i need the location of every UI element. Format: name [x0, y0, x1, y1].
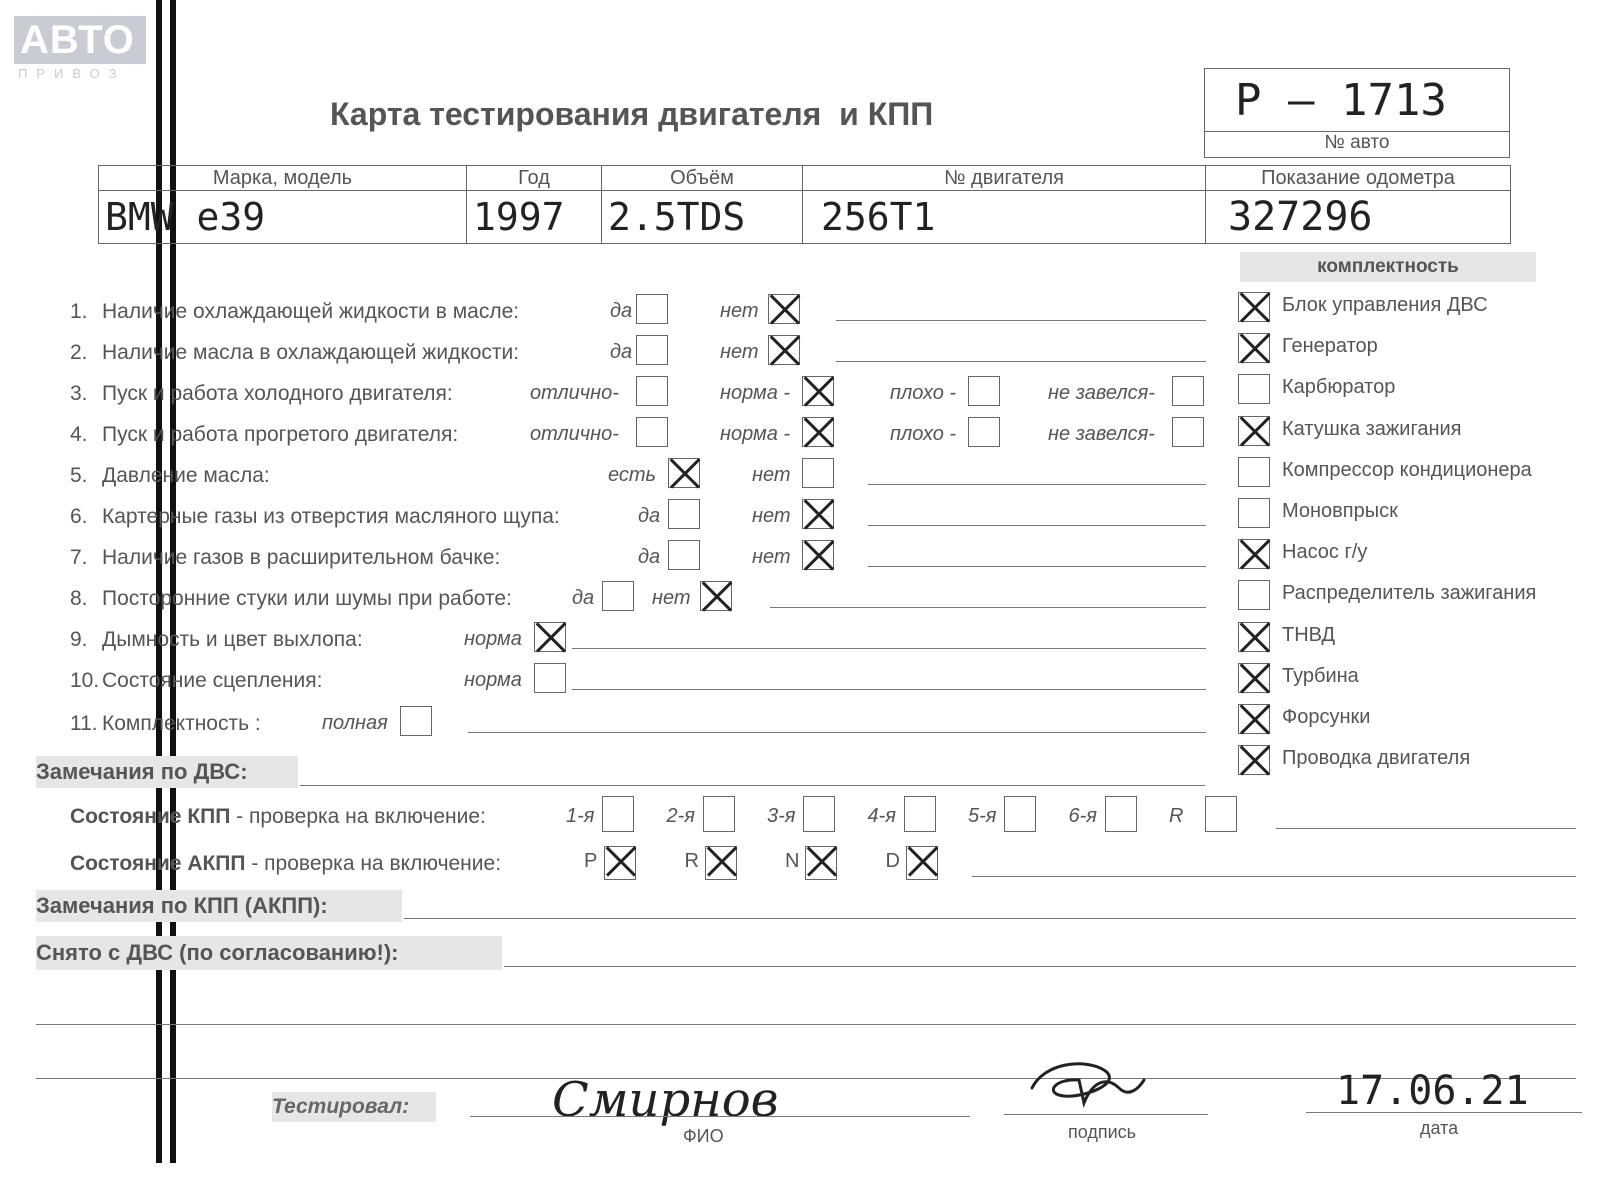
- volume-value: 2.5TDS: [608, 195, 746, 239]
- kit-checkbox[interactable]: [1238, 416, 1270, 446]
- option-checkbox[interactable]: [1172, 376, 1204, 406]
- gear-label: 6-я: [1068, 805, 1097, 827]
- option-label: норма -: [720, 423, 791, 445]
- name-line: [470, 1116, 970, 1117]
- option-label: не завелся-: [1048, 382, 1155, 404]
- option-checkbox[interactable]: [636, 376, 668, 406]
- kit-item-label: ТНВД: [1282, 623, 1336, 646]
- item-label: Наличие охлаждающей жидкости в масле:: [102, 300, 520, 323]
- col-header: [467, 166, 602, 191]
- option-checkbox[interactable]: [968, 376, 1000, 406]
- option-checkbox[interactable]: [400, 706, 432, 736]
- kit-checkbox[interactable]: [1238, 663, 1270, 693]
- answer-line: [868, 525, 1206, 526]
- car-number-label: № авто: [1205, 131, 1509, 154]
- kit-item-label: Катушка зажигания: [1282, 417, 1462, 440]
- kit-checkbox[interactable]: [1238, 745, 1270, 775]
- kit-checkbox[interactable]: [1238, 539, 1270, 569]
- option-checkbox[interactable]: [636, 417, 668, 447]
- akpp-line: [972, 876, 1576, 877]
- col-header: [1206, 166, 1511, 191]
- akpp-label-rest: - проверка на включение:: [245, 852, 502, 875]
- answer-line: [836, 361, 1206, 362]
- gear-label: N: [785, 850, 800, 872]
- kit-checkbox[interactable]: [1238, 374, 1270, 404]
- gear-label: 5-я: [968, 805, 997, 827]
- table-cell: [99, 191, 467, 244]
- gear-checkbox[interactable]: [1004, 796, 1036, 832]
- logo-main: АВТО: [14, 16, 146, 64]
- item-label: Пуск и работа прогретого двигателя:: [102, 423, 459, 446]
- kpp-label: [70, 805, 486, 829]
- option-label: нет: [720, 341, 759, 363]
- option-checkbox[interactable]: [1172, 417, 1204, 447]
- kit-item-label: Форсунки: [1282, 706, 1371, 728]
- option-checkbox[interactable]: [668, 499, 700, 529]
- item-label: Картерные газы из отверстия масляного щупа:: [102, 505, 560, 528]
- option-checkbox[interactable]: [534, 663, 566, 693]
- item-number: 3.: [70, 382, 88, 405]
- answer-line: [868, 484, 1206, 485]
- col-year-header: Год: [518, 166, 550, 189]
- remarks-kpp-label: [36, 890, 402, 922]
- option-label: полная: [322, 712, 388, 734]
- remarks-kpp-line: [404, 918, 1576, 919]
- blank-line: [36, 1024, 1576, 1025]
- item-label: Посторонние стуки или шумы при работе:: [102, 587, 512, 610]
- tester-name: [552, 1072, 779, 1128]
- answer-line: [836, 320, 1206, 321]
- col-header: [99, 166, 467, 191]
- logo-sub: ПРИВОЗ: [18, 66, 126, 81]
- gear-checkbox[interactable]: [604, 846, 636, 880]
- kit-item-label: Турбина: [1282, 664, 1359, 687]
- option-label: да: [572, 587, 595, 609]
- item-label: Состояние сцепления:: [102, 669, 323, 692]
- option-checkbox[interactable]: [802, 458, 834, 488]
- kit-checkbox[interactable]: [1238, 457, 1270, 487]
- answer-line: [572, 689, 1206, 690]
- table-cell: [1206, 191, 1511, 244]
- item-label: Пуск и работа холодного двигателя:: [102, 382, 453, 405]
- gear-checkbox[interactable]: [904, 796, 936, 832]
- item-label: Дымность и цвет выхлопа:: [102, 628, 363, 651]
- option-checkbox[interactable]: [802, 540, 834, 570]
- kit-item-label: Проводка двигателя: [1282, 747, 1471, 770]
- col-volume-header: Объём: [670, 166, 734, 189]
- item-label: Наличие газов в расширительном бачке:: [102, 546, 501, 569]
- answer-line: [868, 566, 1206, 567]
- option-checkbox[interactable]: [802, 376, 834, 406]
- item-number: 7.: [70, 546, 88, 569]
- signature: [1024, 1058, 1154, 1118]
- kit-checkbox[interactable]: [1238, 498, 1270, 528]
- brand-value: BMW e39: [105, 195, 266, 239]
- gear-checkbox[interactable]: [803, 796, 835, 832]
- item-number: 6.: [70, 505, 88, 528]
- table-row: [99, 191, 1511, 244]
- option-checkbox[interactable]: [802, 417, 834, 447]
- gear-checkbox[interactable]: [703, 796, 735, 832]
- gear-checkbox[interactable]: [1205, 796, 1237, 832]
- option-checkbox[interactable]: [700, 581, 732, 611]
- kit-checkbox[interactable]: [1238, 292, 1270, 322]
- item-number: 9.: [70, 628, 88, 651]
- removed-text: Снято с ДВС (по согласованию!):: [36, 940, 399, 965]
- option-label: да: [638, 546, 661, 568]
- option-label: да: [610, 300, 633, 322]
- logo: [14, 16, 146, 86]
- kpp-line: [1276, 828, 1576, 829]
- option-label: есть: [608, 464, 657, 486]
- table-cell: [803, 191, 1206, 244]
- kit-item-label: Компрессор кондиционера: [1282, 458, 1532, 481]
- item-label: Комплектность :: [102, 712, 261, 735]
- kpp-label-bold: Состояние КПП: [70, 805, 231, 828]
- table-header-row: [99, 166, 1511, 191]
- item-number: 2.: [70, 341, 88, 364]
- option-checkbox[interactable]: [768, 335, 800, 365]
- engine-no-value: 256T1: [821, 195, 936, 239]
- table-cell: [467, 191, 602, 244]
- option-label: плохо -: [890, 423, 957, 445]
- kit-checkbox[interactable]: [1238, 580, 1270, 610]
- kit-item-label: Моновпрыск: [1282, 500, 1398, 522]
- option-label: да: [610, 341, 633, 363]
- gear-checkbox[interactable]: [805, 846, 837, 880]
- remarks-engine-text: Замечания по ДВС:: [36, 759, 248, 784]
- option-checkbox[interactable]: [636, 294, 668, 324]
- page-title: Карта тестирования двигателя и КПП: [330, 96, 934, 132]
- option-label: нет: [652, 587, 691, 609]
- signature-line: [1004, 1114, 1208, 1115]
- vehicle-table: [98, 165, 1511, 244]
- gear-label: 3-я: [767, 805, 796, 827]
- name-caption: ФИО: [683, 1126, 724, 1146]
- answer-line: [770, 607, 1206, 608]
- option-label: отлично-: [530, 423, 619, 445]
- option-label: норма: [464, 628, 522, 650]
- year-value: 1997: [473, 195, 565, 239]
- kit-item-label: Насос г/у: [1282, 541, 1368, 564]
- item-label: Давление масла:: [102, 464, 270, 487]
- item-number: 8.: [70, 587, 88, 610]
- gear-label: R: [1169, 805, 1184, 827]
- removed-line: [504, 966, 1576, 967]
- answer-line: [572, 648, 1206, 649]
- option-label: норма: [464, 669, 522, 691]
- kpp-label-rest: - проверка на включение:: [230, 805, 486, 828]
- gear-label: D: [885, 850, 900, 872]
- gear-checkbox[interactable]: [705, 846, 737, 880]
- kit-checkbox[interactable]: [1238, 704, 1270, 734]
- car-number-value: Р – 1713: [1235, 75, 1447, 126]
- option-label: нет: [752, 464, 791, 486]
- table-cell: [602, 191, 803, 244]
- date-caption: дата: [1420, 1118, 1459, 1138]
- gear-label: 2-я: [666, 805, 695, 827]
- option-checkbox[interactable]: [602, 581, 634, 611]
- option-label: нет: [752, 505, 791, 527]
- kit-item-label: Карбюратор: [1282, 376, 1396, 399]
- col-brand-header: Марка, модель: [212, 166, 353, 189]
- akpp-label: [70, 852, 501, 876]
- item-number: 5.: [70, 464, 88, 487]
- remarks-engine-line: [300, 785, 1205, 786]
- option-label: нет: [752, 546, 791, 568]
- odometer-value: 327296: [1228, 194, 1373, 240]
- kit-item-label: Блок управления ДВС: [1282, 294, 1488, 316]
- col-header: [602, 166, 803, 191]
- kit-title: [1240, 252, 1536, 282]
- option-checkbox[interactable]: [968, 417, 1000, 447]
- gear-label: 1-я: [566, 805, 595, 827]
- option-checkbox[interactable]: [668, 540, 700, 570]
- item-label: Наличие масла в охлаждающей жидкости:: [102, 341, 520, 364]
- signature-caption: подпись: [1068, 1122, 1137, 1142]
- kit-title-text: комплектность: [1317, 256, 1459, 277]
- col-odometer-header: Показание одометра: [1261, 166, 1455, 189]
- tester-name-text: Смирнов: [552, 1072, 779, 1128]
- date-value: 17.06.21: [1336, 1068, 1529, 1114]
- gear-checkbox[interactable]: [906, 846, 938, 880]
- option-checkbox[interactable]: [768, 294, 800, 324]
- option-label: плохо -: [890, 382, 957, 404]
- option-label: отлично-: [530, 382, 619, 404]
- gear-checkbox[interactable]: [602, 796, 634, 832]
- option-checkbox[interactable]: [802, 499, 834, 529]
- akpp-label-bold: Состояние АКПП: [70, 852, 246, 875]
- col-engine-no-header: № двигателя: [944, 166, 1064, 189]
- option-label: да: [638, 505, 661, 527]
- item-number: 4.: [70, 423, 88, 446]
- removed-label: [36, 936, 502, 970]
- date-line: [1306, 1112, 1582, 1113]
- remarks-engine-label: [36, 756, 298, 788]
- col-header: [803, 166, 1206, 191]
- kit-checkbox[interactable]: [1238, 333, 1270, 363]
- item-number: 11.: [70, 712, 98, 735]
- option-label: норма -: [720, 382, 791, 404]
- gear-label: R: [684, 850, 699, 872]
- kit-item-label: Генератор: [1282, 335, 1378, 358]
- option-checkbox[interactable]: [668, 458, 700, 488]
- option-label: нет: [720, 300, 759, 322]
- gear-label: P: [584, 850, 598, 872]
- tested-label-text: Тестировал:: [272, 1095, 410, 1118]
- option-checkbox[interactable]: [636, 335, 668, 365]
- gear-checkbox[interactable]: [1105, 796, 1137, 832]
- item-number: 1.: [70, 300, 88, 323]
- kit-item-label: Распределитель зажигания: [1282, 582, 1537, 605]
- option-label: не завелся-: [1048, 423, 1155, 445]
- option-checkbox[interactable]: [534, 622, 566, 652]
- remarks-kpp-text: Замечания по КПП (АКПП):: [36, 893, 328, 918]
- tested-label: [272, 1092, 436, 1122]
- kit-checkbox[interactable]: [1238, 622, 1270, 652]
- gear-label: 4-я: [867, 805, 896, 827]
- item-number: 10.: [70, 669, 100, 692]
- answer-line: [468, 732, 1206, 733]
- car-number-box: [1204, 68, 1510, 158]
